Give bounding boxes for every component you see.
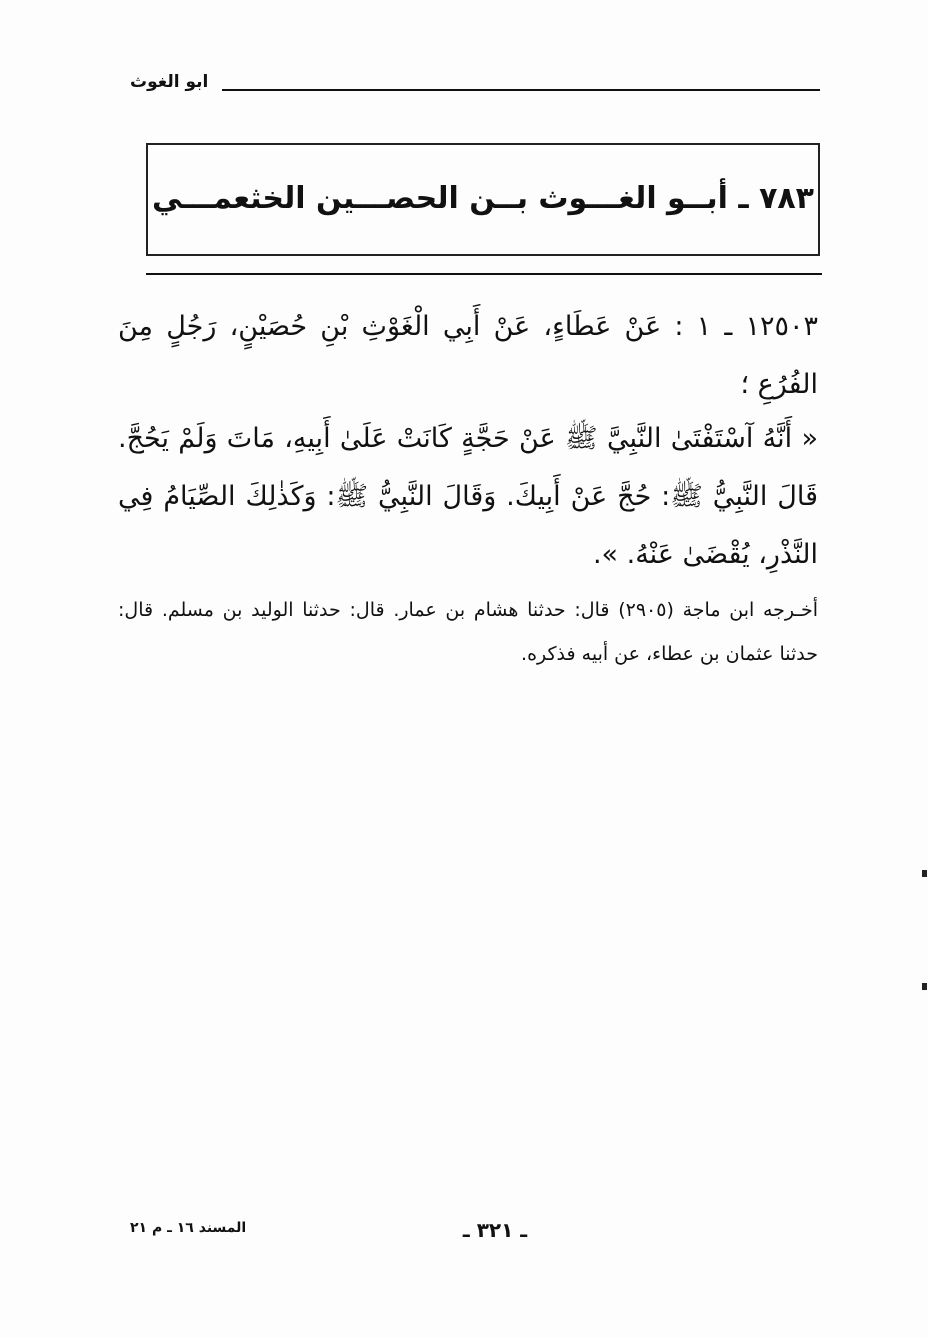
title-rule — [146, 273, 822, 275]
hadith-isnad: ١٢٥٠٣ ـ ١ : عَنْ عَطَاءٍ، عَنْ أَبِي الْغَوْثِ بْنِ حُصَيْنٍ، رَجُلٍ مِنَ الفُرُعِ ؛ — [118, 311, 818, 400]
running-title: ابو الغوث — [130, 72, 209, 92]
takhrij-note: أخـرجه ابن ماجة (٢٩٠٥) قال: حدثنا هشام بن عمار. قال: حدثنا الوليد بن مسلم. قال: حدثنا عثمان بن عطاء، عن أبيه فذكره. — [118, 599, 819, 665]
printer-signature: المسند ١٦ ـ م ٢١ — [130, 1220, 247, 1236]
chapter-title: ٧٨٣ ـ أبــو الغـــوث بــن الحصـــين الخثعمـــي — [152, 181, 814, 216]
header-rule — [222, 89, 820, 91]
page-number: ـ ٣٢١ ـ — [462, 1218, 528, 1242]
scan-edge-mark — [922, 983, 927, 990]
running-header — [130, 72, 820, 102]
hadith-matn: « أَنَّهُ آسْتَفْتَىٰ النَّبِيَّ ﷺ عَنْ حَجَّةٍ كَانَتْ عَلَىٰ أَبِيهِ، مَاتَ وَلَمْ يَحُجَّ. قَالَ النَّبِيُّ ﷺ: حُجَّ عَنْ أَبِيكَ. وَقَالَ النَّبِيُّ ﷺ: وَكَذٰلِكَ الصِّيَامُ فِي النَّذْرِ، يُقْضَىٰ عَنْهُ. ». — [118, 423, 818, 570]
scan-edge-mark — [922, 870, 927, 877]
page-footer — [120, 1218, 820, 1248]
chapter-title-box — [146, 143, 820, 256]
